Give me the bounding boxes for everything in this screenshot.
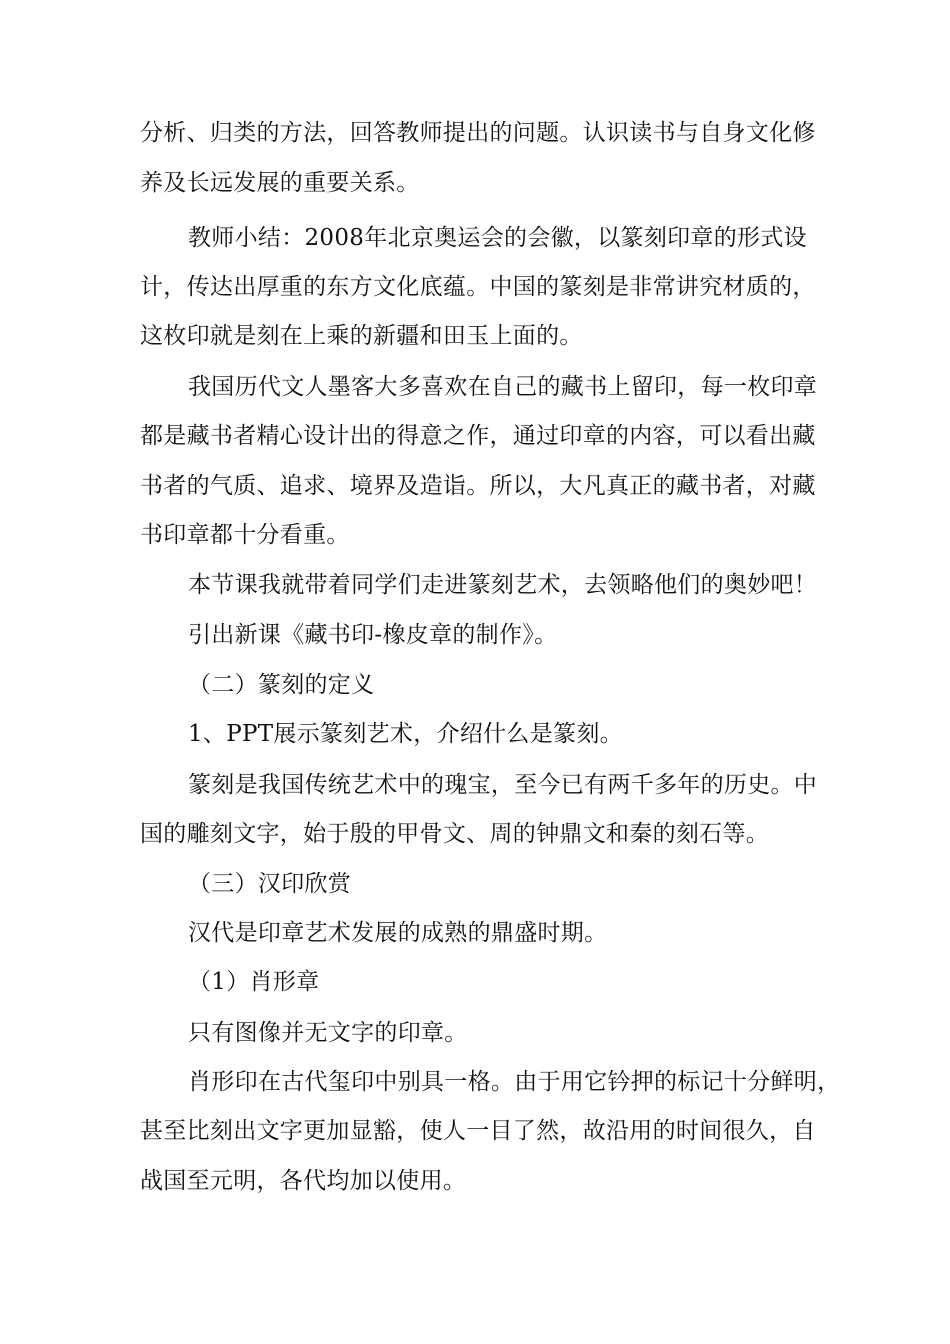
text-line: 计，传达出厚重的东方文化底蕴。中国的篆刻是非常讲究材质的， xyxy=(140,274,816,300)
text-line: 战国至元明，各代均加以使用。 xyxy=(140,1168,467,1194)
text-line: 都是藏书者精心设计出的得意之作，通过印章的内容，可以看出藏 xyxy=(140,423,816,449)
text-line: 分析、归类的方法，回答教师提出的问题。认识读书与自身文化修 xyxy=(140,120,816,146)
section-heading: （三）汉印欣赏 xyxy=(188,871,352,897)
paragraph-line: 篆刻是我国传统艺术中的瑰宝，至今已有两千多年的历史。中 xyxy=(188,772,818,798)
paragraph-line: 1、PPT展示篆刻艺术，介绍什么是篆刻。 xyxy=(188,721,623,747)
text-line: 书者的气质、追求、境界及造诣。所以，大凡真正的藏书者，对藏 xyxy=(140,473,816,499)
paragraph-line: 只有图像并无文字的印章。 xyxy=(188,1020,468,1046)
subsection-heading: （1）肖形章 xyxy=(188,969,320,995)
text-line: 甚至比刻出文字更加显豁，使人一目了然，故沿用的时间很久，自 xyxy=(140,1118,816,1144)
section-heading: （二）篆刻的定义 xyxy=(188,672,375,698)
paragraph-line: 教师小结：2008年北京奥运会的会徽，以篆刻印章的形式设 xyxy=(188,225,807,251)
text-line: 养及长远发展的重要关系。 xyxy=(140,170,420,196)
text-line: 书印章都十分看重。 xyxy=(140,522,350,548)
paragraph-line: 汉代是印章艺术发展的成熟的鼎盛时期。 xyxy=(188,920,608,946)
text-line: 这枚印就是刻在上乘的新疆和田玉上面的。 xyxy=(140,323,583,349)
text-line: 国的雕刻文字，始于殷的甲骨文、周的钟鼎文和秦的刻石等。 xyxy=(140,821,770,847)
paragraph-line: 我国历代文人墨客大多喜欢在自己的藏书上留印，每一枚印章 xyxy=(188,374,818,400)
paragraph-line: 肖形印在古代玺印中别具一格。由于用它钤押的标记十分鲜明， xyxy=(188,1069,841,1095)
paragraph-line: 引出新课《藏书印-橡皮章的制作》。 xyxy=(188,622,558,648)
paragraph-line: 本节课我就带着同学们走进篆刻艺术，去领略他们的奥妙吧！ xyxy=(188,572,818,598)
